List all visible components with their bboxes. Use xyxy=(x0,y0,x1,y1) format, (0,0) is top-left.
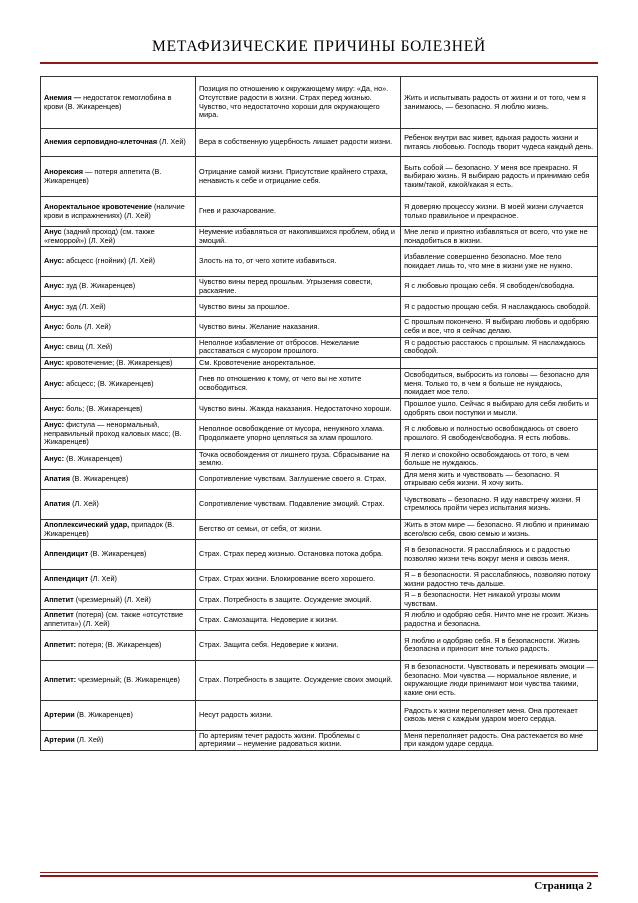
disease-source: (Л. Хей) xyxy=(88,574,117,584)
disease-cell xyxy=(41,277,196,297)
disease-cell xyxy=(41,337,196,357)
disease-name: Анус xyxy=(44,227,62,236)
affirmation-cell: Меня переполняет радость. Она растекается во мне при каждом ударе сердца. xyxy=(401,730,598,750)
disease-source: (В. Жикаренцев) xyxy=(70,474,129,484)
table-row xyxy=(41,317,598,337)
diseases-table-body xyxy=(41,77,598,751)
footer-rule xyxy=(40,872,598,873)
table-row xyxy=(41,469,598,489)
affirmation-cell: Я с любовью прощаю себя. Я свободен/свободна. xyxy=(401,277,598,297)
disease-name: Аппендицит xyxy=(44,549,89,559)
disease-cell xyxy=(41,730,196,750)
disease-cell xyxy=(41,419,196,449)
disease-name: Анемия серповидно-клеточная xyxy=(44,137,158,147)
disease-cell xyxy=(41,369,196,399)
disease-name: Анемия — xyxy=(44,92,82,102)
disease-name: Апатия xyxy=(44,474,71,484)
disease-cell xyxy=(41,399,196,419)
affirmation-cell: Мне легко и приятно избавляться от всего, что уже не понадобиться в жизни. xyxy=(401,227,598,247)
cause-cell: Злость на то, от чего хотите избавиться. xyxy=(196,247,401,277)
disease-name: Анус: xyxy=(44,420,65,430)
disease-source: припадок (В. Жикаренцев) xyxy=(44,519,175,538)
disease-name: Анус: xyxy=(44,256,65,266)
disease-cell xyxy=(41,489,196,519)
table-row xyxy=(41,357,598,369)
cause-cell: Сопротивление чувствам. Подавление эмоций. Страх. xyxy=(196,489,401,519)
disease-source: (Л. Хей) xyxy=(157,137,186,147)
disease-name: Апатия xyxy=(44,499,71,509)
affirmation-cell: Я с любовью и полностью освобождаюсь от своего прошлого. Я свободен/свободна. Я есть любовь. xyxy=(401,419,598,449)
table-row xyxy=(41,277,598,297)
cause-cell: Чувство вины за прошлое. xyxy=(196,297,401,317)
cause-cell: Страх. Защита себя. Недоверие к жизни. xyxy=(196,630,401,660)
table-row xyxy=(41,700,598,730)
affirmation-cell: Освободиться, выбросить из головы — безопасно для меня. Только то, в чем я больше не нуждаюсь, покидает мое тело. xyxy=(401,369,598,399)
disease-cell xyxy=(41,610,196,630)
disease-name: Артерии xyxy=(44,734,75,744)
cause-cell: Неполное избавление от отбросов. Нежелание расставаться с мусором прошлого. xyxy=(196,337,401,357)
disease-cell xyxy=(41,519,196,539)
disease-name: Анус: xyxy=(44,403,65,413)
cause-cell: Несут радость жизни. xyxy=(196,700,401,730)
disease-name: Анус: xyxy=(44,321,65,331)
page-number: Страница 2 xyxy=(534,880,592,892)
footer-rule-thick xyxy=(40,875,598,877)
disease-name: Артерии xyxy=(44,709,75,719)
disease-cell xyxy=(41,317,196,337)
affirmation-cell: Я с радостью прощаю себя. Я наслаждаюсь свободой. xyxy=(401,297,598,317)
table-row xyxy=(41,129,598,157)
affirmation-cell: Я – в безопасности. Нет никакой угрозы моим чувствам. xyxy=(401,590,598,610)
table-row xyxy=(41,227,598,247)
cause-cell: Страх. Потребность в защите. Осуждение своих эмоций. xyxy=(196,660,401,700)
disease-source: (задний проход) (см. также «геморрой») (Л. Хей) xyxy=(44,227,155,245)
disease-source: боль; (В. Жикаренцев) xyxy=(64,403,143,413)
disease-cell xyxy=(41,469,196,489)
affirmation-cell xyxy=(401,357,598,369)
disease-name: Анорексия xyxy=(44,166,84,176)
diseases-table xyxy=(40,76,598,751)
cause-cell: Неполное освобождение от мусора, ненужного хлама. Продолжаете упорно цепляться за хлам прошлого. xyxy=(196,419,401,449)
disease-source: (В. Жикаренцев) xyxy=(88,549,147,559)
disease-source: (Л. Хей) xyxy=(70,499,99,509)
disease-name: Анус: xyxy=(44,357,65,367)
disease-source: (наличие крови в испражнениях) (Л. Хей) xyxy=(44,201,185,220)
disease-source: фистула — ненормальный, неправильный проход каловых масс; (В. Жикаренцев) xyxy=(44,420,182,447)
page-title: МЕТАФИЗИЧЕСКИЕ ПРИЧИНЫ БОЛЕЗНЕЙ xyxy=(152,38,486,55)
disease-source: потеря; (В. Жикаренцев) xyxy=(76,639,162,649)
table-row xyxy=(41,660,598,700)
disease-source: кровотечение; (В. Жикаренцев) xyxy=(64,357,173,367)
affirmation-cell: Избавление совершенно безопасно. Мое тело покидает лишь то, что мне в жизни уже не нужно. xyxy=(401,247,598,277)
affirmation-cell: Ребенок внутри вас живет, вдыхая радость жизни и питаясь любовью. Господь творит чудеса каждый день. xyxy=(401,129,598,157)
table-row xyxy=(41,247,598,277)
disease-cell xyxy=(41,449,196,469)
disease-cell xyxy=(41,129,196,157)
affirmation-cell: Жить в этом мире — безопасно. Я люблю и принимаю всего/всю себя, свою семью и жизнь. xyxy=(401,519,598,539)
disease-cell xyxy=(41,540,196,570)
affirmation-cell: Я легко и спокойно освобождаюсь от того, в чем больше не нуждаюсь. xyxy=(401,449,598,469)
disease-cell xyxy=(41,590,196,610)
disease-cell xyxy=(41,700,196,730)
disease-name: Аппетит xyxy=(44,594,74,604)
cause-cell: Вера в собственную ущербность лишает радости жизни. xyxy=(196,129,401,157)
table-row xyxy=(41,419,598,449)
disease-source: абсцесс; (В. Жикаренцев) xyxy=(64,378,154,388)
affirmation-cell: Быть собой — безопасно. У меня все прекрасно. Я выбираю жизнь. Я выбираю радость и принимаю себя таким/такой, какой/какая я есть. xyxy=(401,157,598,197)
disease-name: Анус: xyxy=(44,281,65,291)
cause-cell: Страх. Самозащита. Недоверие к жизни. xyxy=(196,610,401,630)
disease-name: Апоплексический удар, xyxy=(44,519,130,529)
affirmation-cell: С прошлым покончено. Я выбираю любовь и одобряю себя и все, что я сейчас делаю. xyxy=(401,317,598,337)
table-row xyxy=(41,540,598,570)
cause-cell: Неумение избавляться от накопившихся проблем, обид и эмоций. xyxy=(196,227,401,247)
cause-cell: Гнев по отношению к тому, от чего вы не хотите освободиться. xyxy=(196,369,401,399)
disease-name: Аппетит: xyxy=(44,674,77,684)
disease-cell xyxy=(41,357,196,369)
affirmation-cell: Я люблю и одобряю себя. Ничто мне не грозит. Жизнь радостна и безопасна. xyxy=(401,610,598,630)
disease-name: Анус: xyxy=(44,378,65,388)
cause-cell: Точка освобождения от лишнего груза. Сбрасывание на землю. xyxy=(196,449,401,469)
affirmation-cell: Прошлое ушло. Сейчас я выбираю для себя любить и одобрять свои поступки и мысли. xyxy=(401,399,598,419)
table-row xyxy=(41,449,598,469)
table-row xyxy=(41,337,598,357)
disease-name: Аппетит xyxy=(44,610,74,620)
disease-cell xyxy=(41,247,196,277)
table-row xyxy=(41,610,598,630)
disease-cell xyxy=(41,227,196,247)
disease-source: (В. Жикаренцев) xyxy=(64,453,123,463)
cause-cell: По артериям течет радость жизни. Проблемы с артериями – неумение радоваться жизни. xyxy=(196,730,401,750)
disease-source: свищ (Л. Хей) xyxy=(64,341,113,351)
disease-source: недостаток гемоглобина в крови (В. Жикаренцев) xyxy=(44,92,172,111)
affirmation-cell: Жить и испытывать радость от жизни и от того, чем я занимаюсь, — безопасно. Я люблю жизнь. xyxy=(401,77,598,129)
disease-source: (чрезмерный) (Л. Хей) xyxy=(73,594,151,604)
disease-cell xyxy=(41,157,196,197)
table-row xyxy=(41,489,598,519)
cause-cell: Страх. Страх жизни. Блокирование всего хорошего. xyxy=(196,570,401,590)
affirmation-cell: Я с радостью расстаюсь с прошлым. Я наслаждаюсь свободой. xyxy=(401,337,598,357)
disease-name: Аппетит: xyxy=(44,639,77,649)
disease-source: (Л. Хей) xyxy=(74,734,104,744)
cause-cell: Чувство вины. Желание наказания. xyxy=(196,317,401,337)
table-row xyxy=(41,197,598,227)
disease-cell xyxy=(41,630,196,660)
disease-cell xyxy=(41,570,196,590)
table-row xyxy=(41,77,598,129)
affirmation-cell: Я люблю и одобряю себя. Я в безопасности. Жизнь безопасна и приносит мне только радость. xyxy=(401,630,598,660)
affirmation-cell: Я – в безопасности. Я расслабляюсь, позволяю потоку жизни радостно течь дальше. xyxy=(401,570,598,590)
affirmation-cell: Я доверяю процессу жизни. В моей жизни случается только правильное и прекрасное. xyxy=(401,197,598,227)
cause-cell: Страх. Потребность в защите. Осуждение эмоций. xyxy=(196,590,401,610)
affirmation-cell: Я в безопасности. Я расслабляюсь и с радостью позволяю жизни течь вокруг меня и сквозь меня. xyxy=(401,540,598,570)
table-row xyxy=(41,399,598,419)
cause-cell: Отрицание самой жизни. Присутствие крайнего страха, ненависть к себе и отрицание себя. xyxy=(196,157,401,197)
disease-name: Аппендицит xyxy=(44,574,89,584)
disease-source: (потеря) (см. также «отсутствие аппетита») (Л. Хей) xyxy=(44,610,184,629)
disease-source: (В. Жикаренцев) xyxy=(74,709,133,719)
cause-cell: Чувство вины перед прошлым. Угрызения совести, раскаяние. xyxy=(196,277,401,297)
table-row xyxy=(41,157,598,197)
table-row xyxy=(41,519,598,539)
table-row xyxy=(41,297,598,317)
disease-name: Анус: xyxy=(44,301,65,311)
header-rule xyxy=(40,62,598,64)
cause-cell: Страх. Страх перед жизнью. Остановка потока добра. xyxy=(196,540,401,570)
affirmation-cell: Чувствовать – безопасно. Я иду навстречу жизни. Я стремлюсь пройти через испытания жизнь. xyxy=(401,489,598,519)
table-row xyxy=(41,590,598,610)
disease-cell xyxy=(41,77,196,129)
cause-cell: Позиция по отношению к окружающему миру: «Да, но». Отсутствие радости в жизни. Страх перед жизнью. Чувство, что недостаточно хороши для окружающего мира. xyxy=(196,77,401,129)
disease-cell xyxy=(41,197,196,227)
disease-name: Анус: xyxy=(44,341,65,351)
table-row xyxy=(41,570,598,590)
cause-cell: Гнев и разочарование. xyxy=(196,197,401,227)
disease-source: зуд (В. Жикаренцев) xyxy=(64,281,136,291)
disease-source: боль (Л. Хей) xyxy=(64,321,111,331)
table-row xyxy=(41,630,598,660)
disease-cell xyxy=(41,660,196,700)
affirmation-cell: Я в безопасности. Чувствовать и переживать эмоции — безопасно. Мои чувства — нормальное явление, и окружающие люди принимают мои чувства такими, какие они есть. xyxy=(401,660,598,700)
table-row xyxy=(41,730,598,750)
table-row xyxy=(41,369,598,399)
disease-cell xyxy=(41,297,196,317)
disease-source: чрезмерный; (В. Жикаренцев) xyxy=(76,674,180,684)
cause-cell: См. Кровотечение анoректальное. xyxy=(196,357,401,369)
disease-source: абсцесс (гнойник) (Л. Хей) xyxy=(64,256,156,266)
cause-cell: Чувство вины. Жажда наказания. Недостаточно хороши. xyxy=(196,399,401,419)
affirmation-cell: Для меня жить и чувствовать — безопасно. Я открываю себя жизни. Я хочу жить. xyxy=(401,469,598,489)
disease-source: зуд (Л. Хей) xyxy=(64,301,106,311)
cause-cell: Сопротивление чувствам. Заглушение своего я. Страх. xyxy=(196,469,401,489)
disease-name: Анoректальное кровотечение xyxy=(44,201,152,211)
affirmation-cell: Радость к жизни переполняет меня. Она протекает сквозь меня с каждым ударом моего сердца. xyxy=(401,700,598,730)
disease-source: — потеря аппетита (В. Жикаренцев) xyxy=(44,166,162,185)
disease-name: Анус: xyxy=(44,453,65,463)
cause-cell: Бегство от семьи, от себя, от жизни. xyxy=(196,519,401,539)
